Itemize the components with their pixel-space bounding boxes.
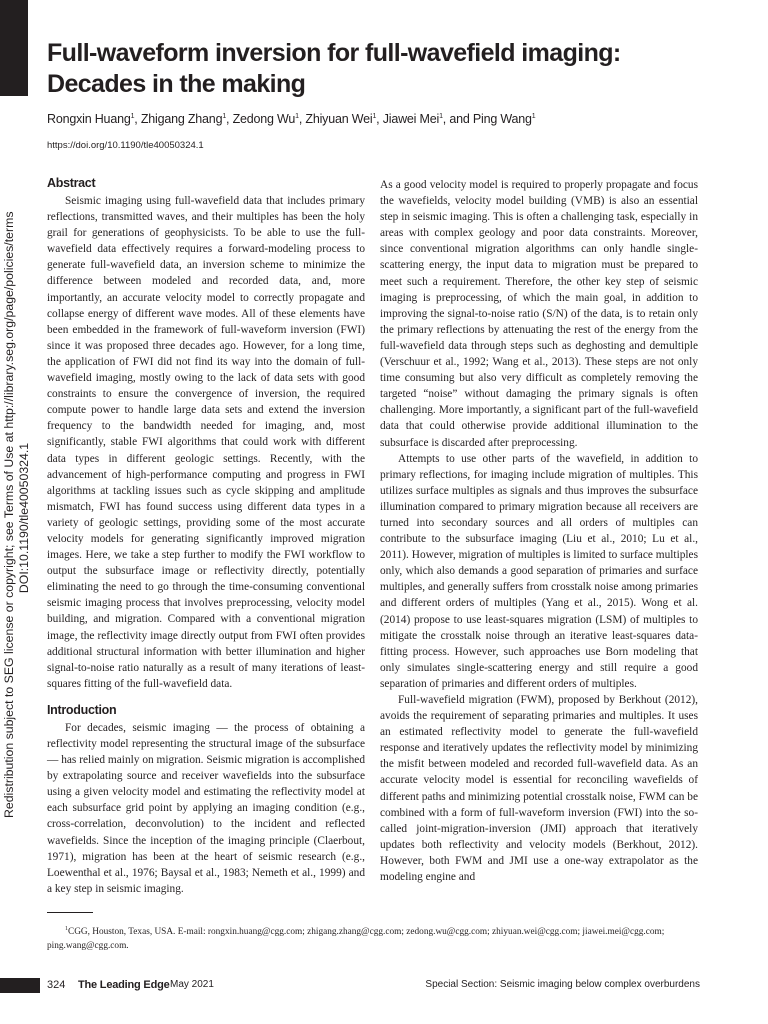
author-affiliation-marker: 1 bbox=[531, 112, 536, 120]
sidebar-doi-line: DOI:10.1190/tle40050324.1 bbox=[17, 442, 31, 594]
abstract-heading: Abstract bbox=[47, 176, 96, 190]
author-separator: , bbox=[134, 112, 141, 126]
author-affiliation-marker: 1 bbox=[222, 112, 227, 120]
author-name-text: Zedong Wu bbox=[232, 112, 296, 126]
right-paragraph-3: Full-wavefield migration (FWM), proposed by Berkhout (2012), avoids the requirement of separating primaries and multiples. It uses an estimated reflectivity model to generate the full-wavefield response and iteratively updates the reflectivity model by minimizing the misfit between modeled and recorded full-wavefield data. As an accurate velocity model is essential for reconciling wavefields of different paths and minimizing potential crosstalk noise, FWM can be combined with a form of full-waveform inversion (FWI) into the so-called joint-migration-inversion (JMI) approach that iteratively updates both reflectivity and velocity models (Berkhout, 2012). However, both FWM and JMI use a one-way extrapolator as the modeling engine and bbox=[380, 694, 698, 884]
right-column bbox=[380, 177, 698, 885]
article-title bbox=[47, 38, 667, 100]
author-affiliation-marker: 1 bbox=[130, 112, 135, 120]
author-name bbox=[233, 112, 299, 126]
introduction-text: For decades, seismic imaging — the process of obtaining a reflectivity model representing the structural image of the subsurface — has relied mainly on migration. Seismic migration is accomplished by extrapolating source and receiver wavefields into the subsurface using a given velocity model and estimating the reflectivity model at each subsurface grid point by applying an imaging condition (e.g., cross-correlation, deconvolution) to the incident and reflected wavefields. Since the inception of the imaging principle (Claerbout, 1971), migration has been at the heart of seismic research (e.g., Loewenthal et al., 1976; Baysal et al., 1983; Nemeth et al., 1999) and a key step in seismic imaging. bbox=[47, 721, 365, 895]
right-paragraph-1: As a good velocity model is required to properly propagate and focus the wavefields, velocity model building (VMB) is also an essential step in seismic imaging. This is often a challenging task, especially in areas with complex geology and poor data constraints. Moreover, since conventional migration algorithms can only handle single-scattering energy, the input data to migration must be prepared to meet such a requirement. Therefore, the other key step of seismic imaging is preprocessing, of which the main goal, in addition to improving the signal-to-noise ratio (S/N) of the data, is to retain only the primary reflections by attenuating the rest of the energy from the full-wavefield data through steps such as deghosting and demultiple (Verschuur et al., 1992; Wang et al., 2013). These steps are not only time consuming but also very difficult as completely removing the targeted “noise” without damaging the primary signals is often challenging. More importantly, a significant part of the full-wavefield data that could otherwise provide additional illumination to the subsurface is discarded after preprocessing. bbox=[380, 179, 698, 449]
introduction-heading: Introduction bbox=[47, 702, 117, 717]
footer-black-bar bbox=[0, 978, 40, 993]
right-paragraph-2: Attempts to use other parts of the wavefield, in addition to primary reflections, for imaging include migration of multiples. This utilizes surface multiples as signals and thus improves the subsurface illumination compared to primary migration because all receivers are turned into secondary sources and all orders of multiples can contribute to the subsurface imaging (Liu et al., 2010; Lu et al., 2011). However, migration of multiples is limited to surface multiples only, which also demands a good separation of primaries and surface multiples, and generally suffers from crosstalk noise among primaries and different orders of multiples (Yang et al., 2015). Wong et al. (2014) propose to use least-squares migration (LSM) of multiples to mitigate the crosstalk noise through an iterative least-squares data-fitting process. However, such approaches use Born modeling that only simulates single-scattering energy and still require a good separation of primaries and different orders of multiples. bbox=[380, 452, 698, 690]
footnote-rule bbox=[47, 912, 93, 913]
author-name bbox=[473, 112, 536, 126]
author-affiliation-marker: 1 bbox=[295, 112, 299, 120]
author-name bbox=[305, 112, 376, 126]
author-name-text: Ping Wang bbox=[472, 112, 532, 126]
author-separator: , bbox=[298, 112, 306, 126]
author-affiliation-marker: 1 bbox=[439, 112, 443, 120]
left-column bbox=[47, 173, 365, 897]
issue-date: May 2021 bbox=[170, 979, 214, 990]
title-line-2: Decades in the making bbox=[47, 70, 306, 98]
author-name bbox=[383, 112, 443, 126]
title-line-1: Full-waveform inversion for full-wavefield imaging: bbox=[47, 39, 621, 67]
footnote bbox=[47, 922, 702, 953]
author-affiliation-marker: 1 bbox=[372, 112, 377, 120]
journal-name: The Leading Edge bbox=[78, 979, 170, 991]
doi-link[interactable]: https://doi.org/10.1190/tle40050324.1 bbox=[47, 140, 204, 151]
author-separator: , bbox=[226, 112, 233, 126]
page-number: 324 bbox=[47, 979, 66, 991]
author-list bbox=[47, 112, 707, 126]
special-section-label: Special Section: Seismic imaging below complex overburdens bbox=[425, 979, 700, 990]
top-black-bar bbox=[0, 0, 28, 96]
author-name bbox=[47, 112, 134, 126]
author-name bbox=[141, 112, 226, 126]
abstract-text: Seismic imaging using full-wavefield data that includes primary reflections, transmitted waves, and their multiples has been the holy grail for generations of geophysicists. To be able to use the full-wavefield data effectively requires a forward-modeling process to generate full-wavefield data, an inversion scheme to minimize the difference between modeled and recorded data, and, more importantly, an accurate velocity model to correctly propagate and collapse energy of different wave modes. All of these elements have been embedded in the framework of full-waveform inversion (FWI) since it was proposed three decades ago. However, for a long time, the application of FWI did not find its way into the domain of full-wavefield imaging, mostly owing to the lack of data sets with good constraints to ensure the convergence of inversion, the required compute power to handle large data sets and extend the inversion frequency to the bandwidth needed for imaging, and, most significantly, stable FWI algorithms that could work with different data types in different geologic settings. Recently, with the advancement of high-performance computing and progress in FWI algorithms at tackling issues such as cycle skipping and amplitude mismatch, FWI has found success using different data types in a variety of geologic settings, providing some of the most accurate velocity models for generating significantly improved migration images. Here, we take a step further to modify the FWI workflow to output the subsurface image or reflectivity directly, potentially eliminating the need to go through the time-consuming conventional seismic imaging process that involves preprocessing, velocity model building, and migration. Compared with a conventional migration image, the reflectivity image directly output from FWI often provides additional structural information with better illumination and higher signal-to-noise ratio naturally as a result of many iterations of least-squares fitting of the full-wavefield data. bbox=[47, 195, 365, 690]
footnote-text: CGG, Houston, Texas, USA. E-mail: rongxin.huang@cgg.com; zhigang.zhang@cgg.com; zedong.wu@cgg.com; zhiyuan.wei@cgg.com; jiawei.mei@cgg.com; ping.wang@cgg.com. bbox=[47, 927, 665, 952]
footnote-marker: 1 bbox=[65, 926, 68, 932]
author-name-text: Jiawei Mei bbox=[382, 112, 440, 126]
author-separator: , bbox=[376, 112, 383, 126]
author-name-text: Zhigang Zhang bbox=[140, 112, 223, 126]
author-name-text: Zhiyuan Wei bbox=[305, 112, 373, 126]
sidebar-terms-line: Redistribution subject to SEG license or copyright; see Terms of Use at http://library.seg.org/page/policies/terms bbox=[2, 211, 16, 818]
author-name-text: Rongxin Huang bbox=[47, 112, 131, 126]
sidebar-notice bbox=[2, 211, 34, 818]
author-separator: , and bbox=[442, 112, 473, 126]
